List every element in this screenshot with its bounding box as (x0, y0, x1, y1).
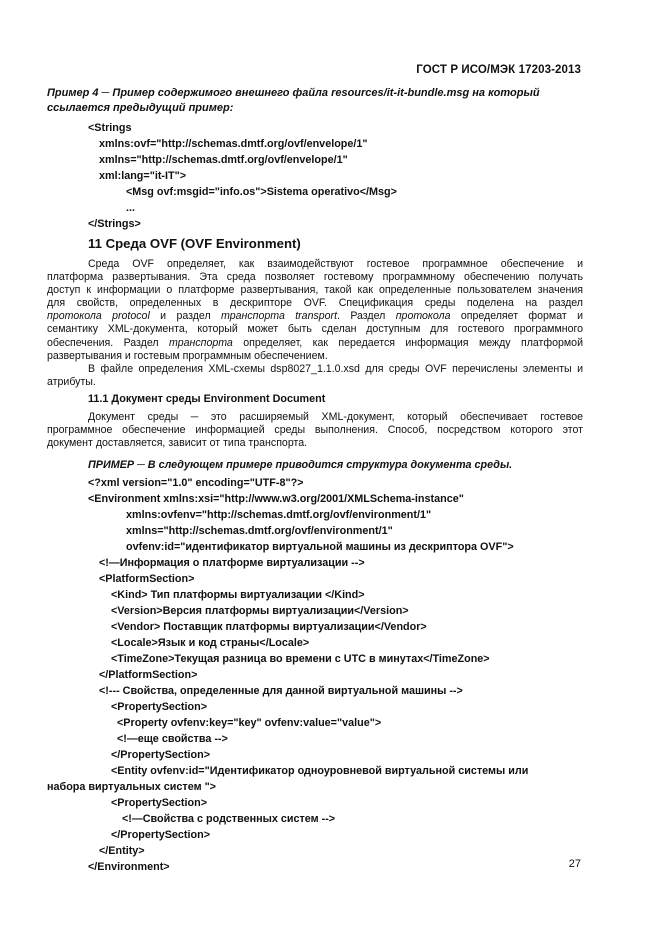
code-line: <Kind> Тип платформы виртуализации </Kind> (111, 589, 365, 601)
code-line: <!--- Свойства, определенные для данной виртуальной машины --> (99, 685, 463, 697)
code-line: </PropertySection> (111, 829, 211, 841)
code-line: </PropertySection> (111, 749, 211, 761)
code-line: xmlns="http://schemas.dmtf.org/ovf/environment/1" (126, 525, 393, 537)
example-4-line: ссылается предыдущий пример: (47, 102, 234, 114)
code-line: <Entity ovfenv:id="Идентификатор одноуровневой виртуальной системы или (111, 765, 529, 777)
paragraph-line: развертывания и гостевым программным обеспечением. (47, 349, 328, 362)
code-line: ... (126, 202, 135, 214)
code-line: </Environment> (88, 861, 170, 873)
code-line: <?xml version="1.0" encoding="UTF-8"?> (88, 477, 304, 489)
code-line: <Property ovfenv:key="key" ovfenv:value="value"> (117, 717, 382, 729)
code-line: набора виртуальных систем "> (47, 781, 216, 793)
code-line: <!—Свойства с родственных систем --> (122, 813, 336, 825)
paragraph-line: программное обеспечение информацией среды выполнения. Способ, посредством которого этот (47, 424, 583, 437)
section-11-1-heading: 11.1 Документ среды Environment Document (88, 393, 326, 405)
code-line: ovfenv:id="идентификатор виртуальной машины из дескриптора OVF"> (126, 541, 514, 553)
code-line: <Locale>Язык и код страны</Locale> (111, 637, 310, 649)
paragraph-line: доступ к информации о платформе развертывания, такой как определенные пользователем значения (47, 284, 583, 297)
code-line: </Strings> (88, 218, 141, 230)
code-line: <Version>Версия платформы виртуализации</Version> (111, 605, 409, 617)
paragraph-line: обеспечения. Раздел транспорта определяет, как передается информация между платформой (47, 336, 583, 349)
example-4-caption (47, 86, 587, 116)
paragraph-line: протокола protocol и раздел транспорта transport. Раздел протокола определяет формат и (47, 310, 583, 323)
code-line: xml:lang="it-IT"> (99, 170, 187, 182)
code-line: </PlatformSection> (99, 669, 198, 681)
code-line: </Entity> (99, 845, 145, 857)
code-line: xmlns="http://schemas.dmtf.org/ovf/envelope/1" (99, 154, 348, 166)
paragraph-line: атрибуты. (47, 375, 96, 388)
page-number: 27 (568, 858, 581, 870)
document-header: ГОСТ Р ИСО/МЭК 17203-2013 (416, 64, 581, 76)
paragraph-line: документ доставляется, зависит от типа транспорта. (47, 437, 308, 450)
code-line: xmlns:ovf="http://schemas.dmtf.org/ovf/envelope/1" (99, 138, 368, 150)
code-line: <Msg ovf:msgid="info.os">Sistema operativo</Msg> (126, 186, 397, 198)
code-line: <Environment xmlns:xsi="http://www.w3.org/2001/XMLSchema-instance" (88, 493, 464, 505)
paragraph-line: для свойств, определенных в дескрипторе OVF. Спецификация среды поделена на раздел (47, 297, 583, 310)
section-11-heading: 11 Среда OVF (OVF Environment) (88, 236, 301, 251)
example-4-line: Пример 4 ─ Пример содержимого внешнего файла resources/it-it-bundle.msg на который (47, 87, 540, 99)
code-line: <TimeZone>Текущая разница во времени с UTC в минутах</TimeZone> (111, 653, 490, 665)
code-line: <Strings (88, 122, 132, 134)
paragraph-line: семантику XML-документа, который может быть сделан доступным для гостевого программного (47, 323, 583, 336)
paragraph-line: Среда OVF определяет, как взаимодействуют гостевое программное обеспечение и (88, 258, 583, 270)
paragraph-line: В файле определения XML-схемы dsp8027_1.1.0.xsd для среды OVF перечислены элементы и (88, 362, 583, 375)
paragraph-line: платформа развертывания. Эта среда позволяет гостевому программному обеспечению получать (47, 271, 583, 284)
paragraph-environment-document (47, 411, 583, 450)
code-line: <!—еще свойства --> (117, 733, 228, 745)
paragraph-ovf-environment (47, 258, 583, 389)
code-line: <PropertySection> (111, 797, 208, 809)
code-line: <Vendor> Поставщик платформы виртуализации</Vendor> (111, 621, 427, 633)
code-line: <!—Информация о платформе виртуализации --> (99, 557, 365, 569)
paragraph-line: Документ среды ─ это расширяемый XML-документ, который обеспечивает гостевое (88, 411, 583, 423)
code-line: <PlatformSection> (99, 573, 195, 585)
example-note: ПРИМЕР ─ В следующем примере приводится структура документа среды. (88, 459, 513, 471)
code-line: xmlns:ovfenv="http://schemas.dmtf.org/ovf/environment/1" (126, 509, 432, 521)
code-line: <PropertySection> (111, 701, 208, 713)
